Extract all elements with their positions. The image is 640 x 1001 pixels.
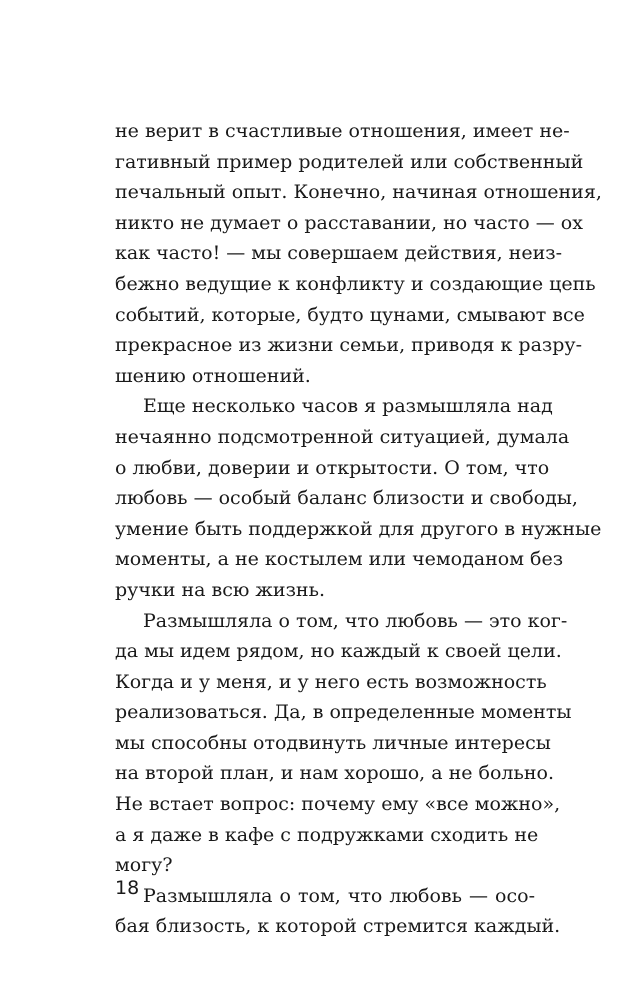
text-line: а я даже в кафе с подружками сходить не	[115, 823, 539, 846]
page-number: 18	[115, 877, 140, 899]
text-line: печальный опыт. Конечно, начиная отношения,	[115, 181, 602, 204]
text-line: на второй план, и нам хорошо, а не больно.	[115, 762, 554, 785]
text-line: Размышляла о том, что любовь — осо-	[143, 884, 535, 907]
text-line: реализоваться. Да, в определенные моменты	[115, 701, 572, 724]
text-line: как часто! — мы совершаем действия, неиз-	[115, 242, 563, 265]
text-line: Не встает вопрос: почему ему «все можно»,	[115, 793, 561, 816]
text-line: Еще несколько часов я размышляла над	[143, 395, 553, 418]
text-line: Когда и у меня, и у него есть возможность	[115, 670, 547, 693]
text-line: бежно ведущие к конфликту и создающие цепь	[115, 272, 596, 295]
text-line: да мы идем рядом, но каждый к своей цели.	[115, 640, 562, 663]
text-line: нечаянно подсмотренной ситуацией, думала	[115, 425, 570, 448]
text-line: бая близость, к которой стремится каждый.	[115, 915, 561, 938]
text-line: любовь — особый баланс близости и свободы,	[115, 487, 578, 510]
text-line: о любви, доверии и открытости. О том, что	[115, 456, 550, 479]
text-line: моменты, а не костылем или чемоданом без	[115, 548, 564, 571]
text-line: могу?	[115, 854, 173, 877]
text-line: мы способны отодвинуть личные интересы	[115, 731, 551, 754]
text-line: гативный пример родителей или собственный	[115, 150, 584, 173]
text-line: событий, которые, будто цунами, смывают все	[115, 303, 585, 326]
body-text	[115, 116, 602, 942]
text-line: умение быть поддержкой для другого в нужные	[115, 517, 602, 540]
text-line: прекрасное из жизни семьи, приводя к разру-	[115, 334, 583, 357]
text-line: не верит в счастливые отношения, имеет не-	[115, 120, 570, 142]
text-line: Размышляла о том, что любовь — это ког-	[143, 609, 568, 632]
text-line: шению отношений.	[115, 364, 311, 387]
text-line: ручки на всю жизнь.	[115, 578, 325, 601]
text-line: никто не думает о расставании, но часто — ох	[115, 211, 583, 234]
